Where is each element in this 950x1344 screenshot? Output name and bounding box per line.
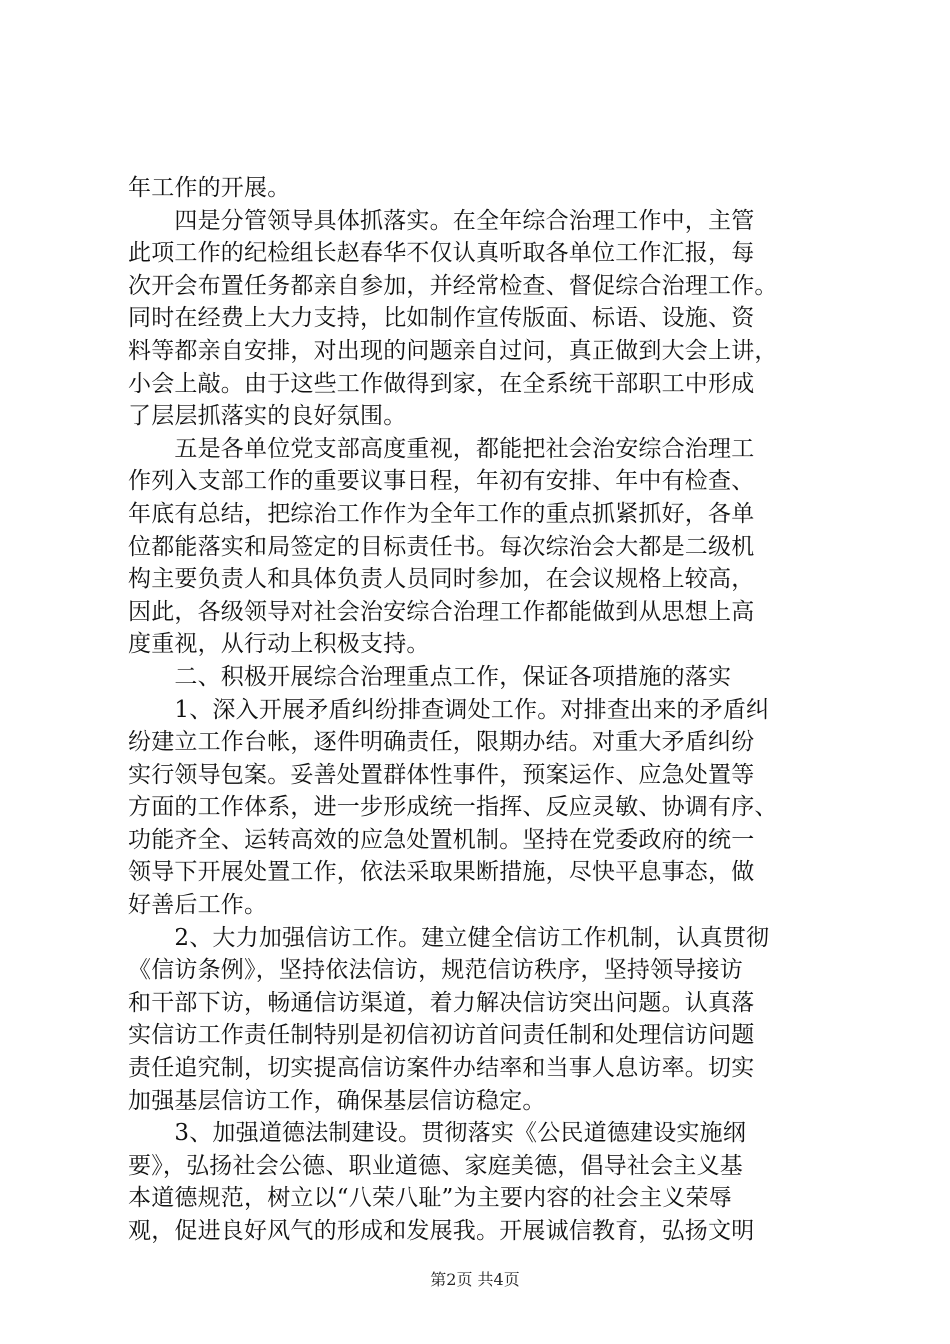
text-line: 构主要负责人和具体负责人员同时参加，在会议规格上较高， xyxy=(128,566,755,593)
text-line: 1、深入开展矛盾纠纷排查调处工作。对排查出来的矛盾纠 xyxy=(128,696,770,723)
text-line: 小会上敲。由于这些工作做得到家，在全系统干部职工中形成 xyxy=(128,370,755,397)
page-number-footer: 第2页 共4页 xyxy=(430,1270,520,1289)
text-line: 加强基层信访工作，确保基层信访稳定。 xyxy=(128,1087,546,1114)
text-line: 方面的工作体系，进一步形成统一指挥、反应灵敏、协调有序、 xyxy=(128,794,778,821)
text-line: 领导下开展处置工作，依法采取果断措施，尽快平息事态，做 xyxy=(128,859,755,886)
text-line: 《信访条例》，坚持依法信访，规范信访秩序，坚持领导接访 xyxy=(128,957,743,984)
text-line: 好善后工作。 xyxy=(128,892,268,919)
text-line: 四是分管领导具体抓落实。在全年综合治理工作中，主管 xyxy=(128,207,755,234)
text-line: 2、大力加强信访工作。建立健全信访工作机制，认真贯彻 xyxy=(128,924,770,951)
text-line: 位都能落实和局签定的目标责任书。每次综治会大都是二级机 xyxy=(128,533,755,560)
text-line: 3、加强道德法制建设。贯彻落实《公民道德建设实施纲 xyxy=(128,1120,747,1147)
text-line: 观，促进良好风气的形成和发展我。开展诚信教育，弘扬文明 xyxy=(128,1218,755,1244)
text-line: 纷建立工作台帐，逐件明确责任，限期办结。对重大矛盾纠纷 xyxy=(128,729,755,756)
text-line: 实信访工作责任制特别是初信初访首问责任制和处理信访问题 xyxy=(128,1022,755,1049)
text-line: 年工作的开展。 xyxy=(128,175,291,201)
text-line: 责任追究制，切实提高信访案件办结率和当事人息访率。切实 xyxy=(128,1055,755,1082)
text-line: 次开会布置任务都亲自参加，并经常检查、督促综合治理工作。 xyxy=(128,272,778,299)
text-line: 因此，各级领导对社会治安综合治理工作都能做到从思想上高 xyxy=(128,598,755,625)
text-line: 和干部下访，畅通信访渠道，着力解决信访突出问题。认真落 xyxy=(128,989,755,1016)
text-line: 五是各单位党支部高度重视，都能把社会治安综合治理工 xyxy=(128,435,755,462)
text-line: 同时在经费上大力支持，比如制作宣传版面、标语、设施、资 xyxy=(128,305,755,332)
section-heading: 二、积极开展综合治理重点工作，保证各项措施的落实 xyxy=(128,663,732,690)
text-line: 此项工作的纪检组长赵春华不仅认真听取各单位工作汇报，每 xyxy=(128,240,755,267)
text-line: 年底有总结，把综治工作作为全年工作的重点抓紧抓好，各单 xyxy=(128,500,755,527)
text-line: 功能齐全、运转高效的应急处置机制。坚持在党委政府的统一 xyxy=(128,826,755,853)
text-line: 要》，弘扬社会公德、职业道德、家庭美德，倡导社会主义基 xyxy=(128,1152,743,1179)
text-line: 了层层抓落实的良好氛围。 xyxy=(128,403,407,430)
text-line: 料等都亲自安排，对出现的问题亲自过问，真正做到大会上讲， xyxy=(128,337,778,364)
text-line: 作列入支部工作的重要议事日程，年初有安排、年中有检查、 xyxy=(128,468,755,495)
text-line: 度重视，从行动上积极支持。 xyxy=(128,631,430,658)
text-line: 实行领导包案。妥善处置群体性事件，预案运作、应急处置等 xyxy=(128,761,755,788)
document-body xyxy=(128,172,828,1248)
text-line: 本道德规范，树立以“八荣八耻”为主要内容的社会主义荣辱 xyxy=(128,1185,732,1212)
